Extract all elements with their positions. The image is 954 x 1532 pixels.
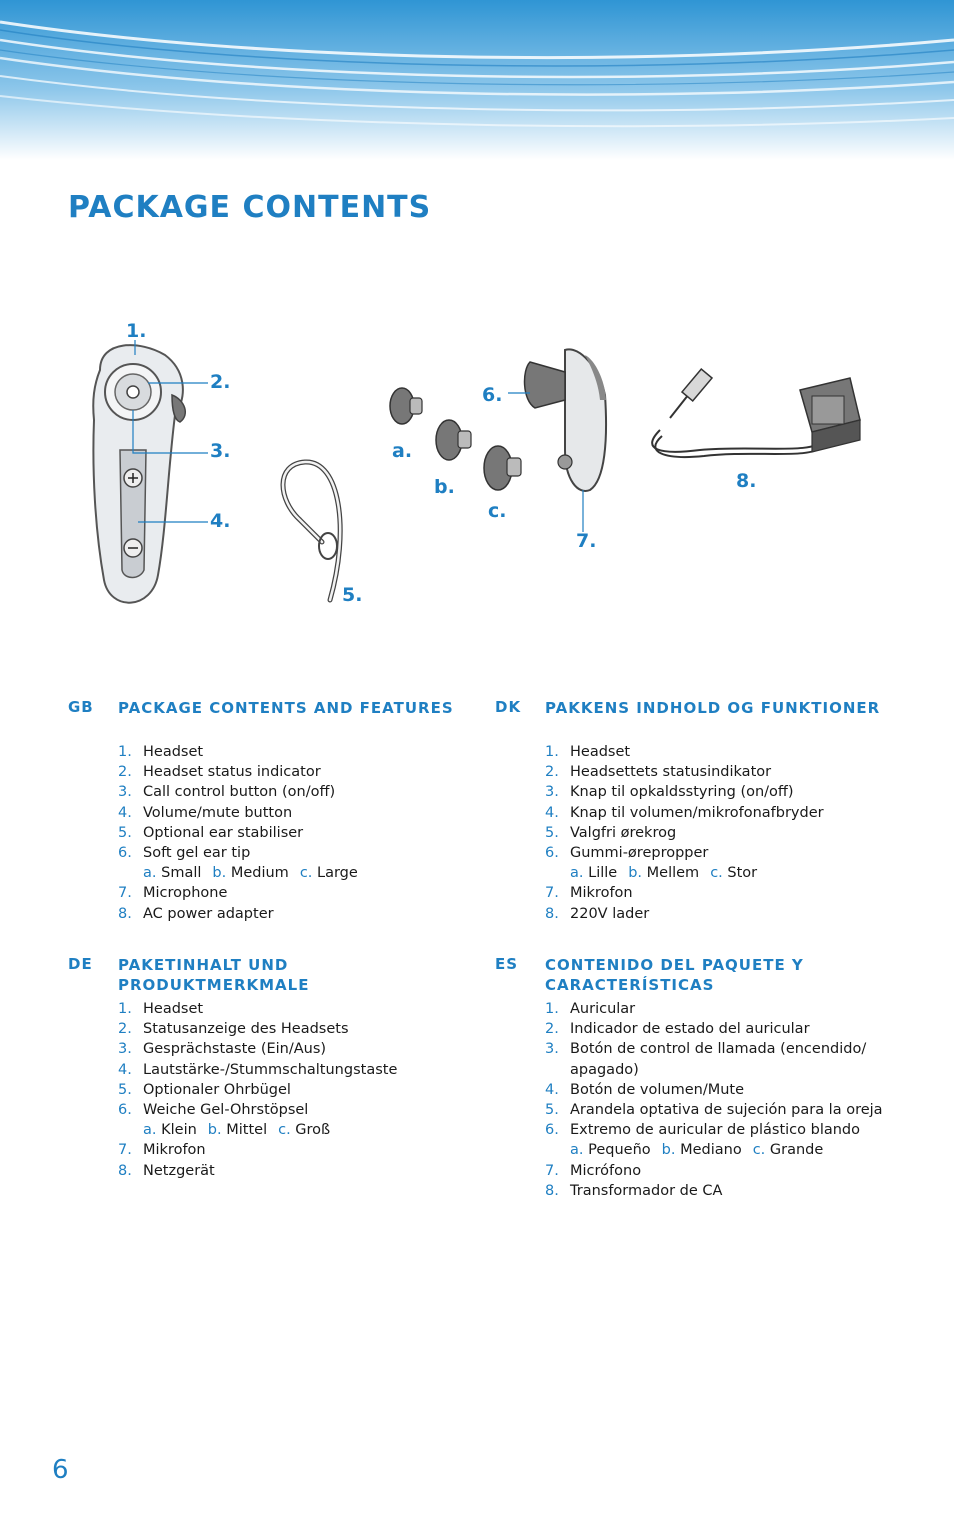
list-item: 6. Soft gel ear tip a. Small b. Medium c. Large [118,843,478,883]
list-item: 2. Statusanzeige des Headsets [118,1021,349,1038]
list-item: 3. Call control button (on/off) [118,784,336,801]
size-options: a. Small b. Medium c. Large [143,865,358,882]
callout-7: 7. [576,530,597,552]
list-item: 7. Micrófono [545,1162,642,1179]
product-illustration [60,300,900,630]
section-code: DK [495,698,522,716]
section-title: PACKAGE CONTENTS AND FEATURES [118,699,454,717]
section-gb [68,698,478,924]
callout-a: a. [392,440,413,462]
list-item: 3. Knap til opkaldsstyring (on/off) [545,784,794,801]
ac-adapter-illustration [652,369,860,457]
page-number: 6 [52,1455,69,1485]
list-item: 8. Netzgerät [118,1162,215,1179]
callout-6: 6. [482,384,503,406]
list-item: 6. Extremo de auricular de plástico blando a. Pequeño b. Mediano c. Grande [545,1120,905,1160]
section-de [68,955,478,1181]
list-item: 8. Transformador de CA [545,1182,723,1199]
callout-1: 1. [126,320,147,342]
list-item: 5. Valgfri ørekrog [545,824,677,841]
callout-2: 2. [210,371,231,393]
callout-4: 4. [210,510,231,532]
callout-b: b. [434,476,455,498]
list-item: 2. Indicador de estado del auricular [545,1021,810,1038]
section-title: PAKKENS INDHOLD OG FUNKTIONER [545,699,881,717]
list-item: 2. Headset status indicator [118,764,321,781]
section-title: PAKETINHALT UND PRODUKTMERKMALE [118,956,310,994]
section-code: ES [495,955,519,973]
section-es [495,955,905,1201]
list-item: 8. 220V lader [545,905,650,922]
callout-3: 3. [210,440,231,462]
section-code: DE [68,955,93,973]
list-item: 4. Knap til volumen/mikrofonafbryder [545,804,824,821]
list-item: 5. Optional ear stabiliser [118,824,304,841]
list-item: 4. Volume/mute button [118,804,293,821]
list-item: 7. Mikrofon [118,1142,206,1159]
list-item: 4. Lautstärke-/Stummschaltungstaste [118,1061,398,1078]
ear-hook-illustration [283,462,340,600]
section-title: CONTENIDO DEL PAQUETE Y CARACTERÍSTICAS [545,956,804,994]
size-options: a. Lille b. Mellem c. Stor [570,865,758,882]
callout-8: 8. [736,470,757,492]
list-item: 1. Headset [545,744,631,760]
list-item: 3. Botón de control de llamada (encendido/ apagado) [545,1041,867,1078]
list-item: 5. Arandela optativa de sujeción para la oreja [545,1102,883,1119]
list-item: 1. Headset [118,744,204,760]
section-code: GB [68,698,94,716]
size-options: a. Pequeño b. Mediano c. Grande [570,1142,824,1159]
list-item: 4. Botón de volumen/Mute [545,1081,745,1098]
list-item: 1. Headset [118,1001,204,1017]
list-item: 2. Headsettets statusindikator [545,764,772,781]
section-dk [495,698,905,924]
size-options: a. Klein b. Mittel c. Groß [143,1122,331,1139]
headset-illustration [93,340,208,603]
list-item: 1. Auricular [545,1001,636,1017]
list-item: 7. Mikrofon [545,885,633,902]
list-item: 5. Optionaler Ohrbügel [118,1081,291,1098]
page-title: PACKAGE CONTENTS [68,190,432,225]
list-item: 6. Weiche Gel-Ohrstöpsel a. Klein b. Mittel c. Groß [118,1100,478,1140]
package-contents-figure [60,300,900,630]
callout-c: c. [488,500,507,522]
list-item: 6. Gummi-ørepropper a. Lille b. Mellem c. Stor [545,843,905,883]
list-item: 3. Gesprächstaste (Ein/Aus) [118,1041,327,1058]
headset-side-illustration [508,349,606,532]
header-wave-banner [0,0,954,160]
list-item: 8. AC power adapter [118,905,274,922]
list-item: 7. Microphone [118,885,228,902]
callout-5: 5. [342,584,363,606]
